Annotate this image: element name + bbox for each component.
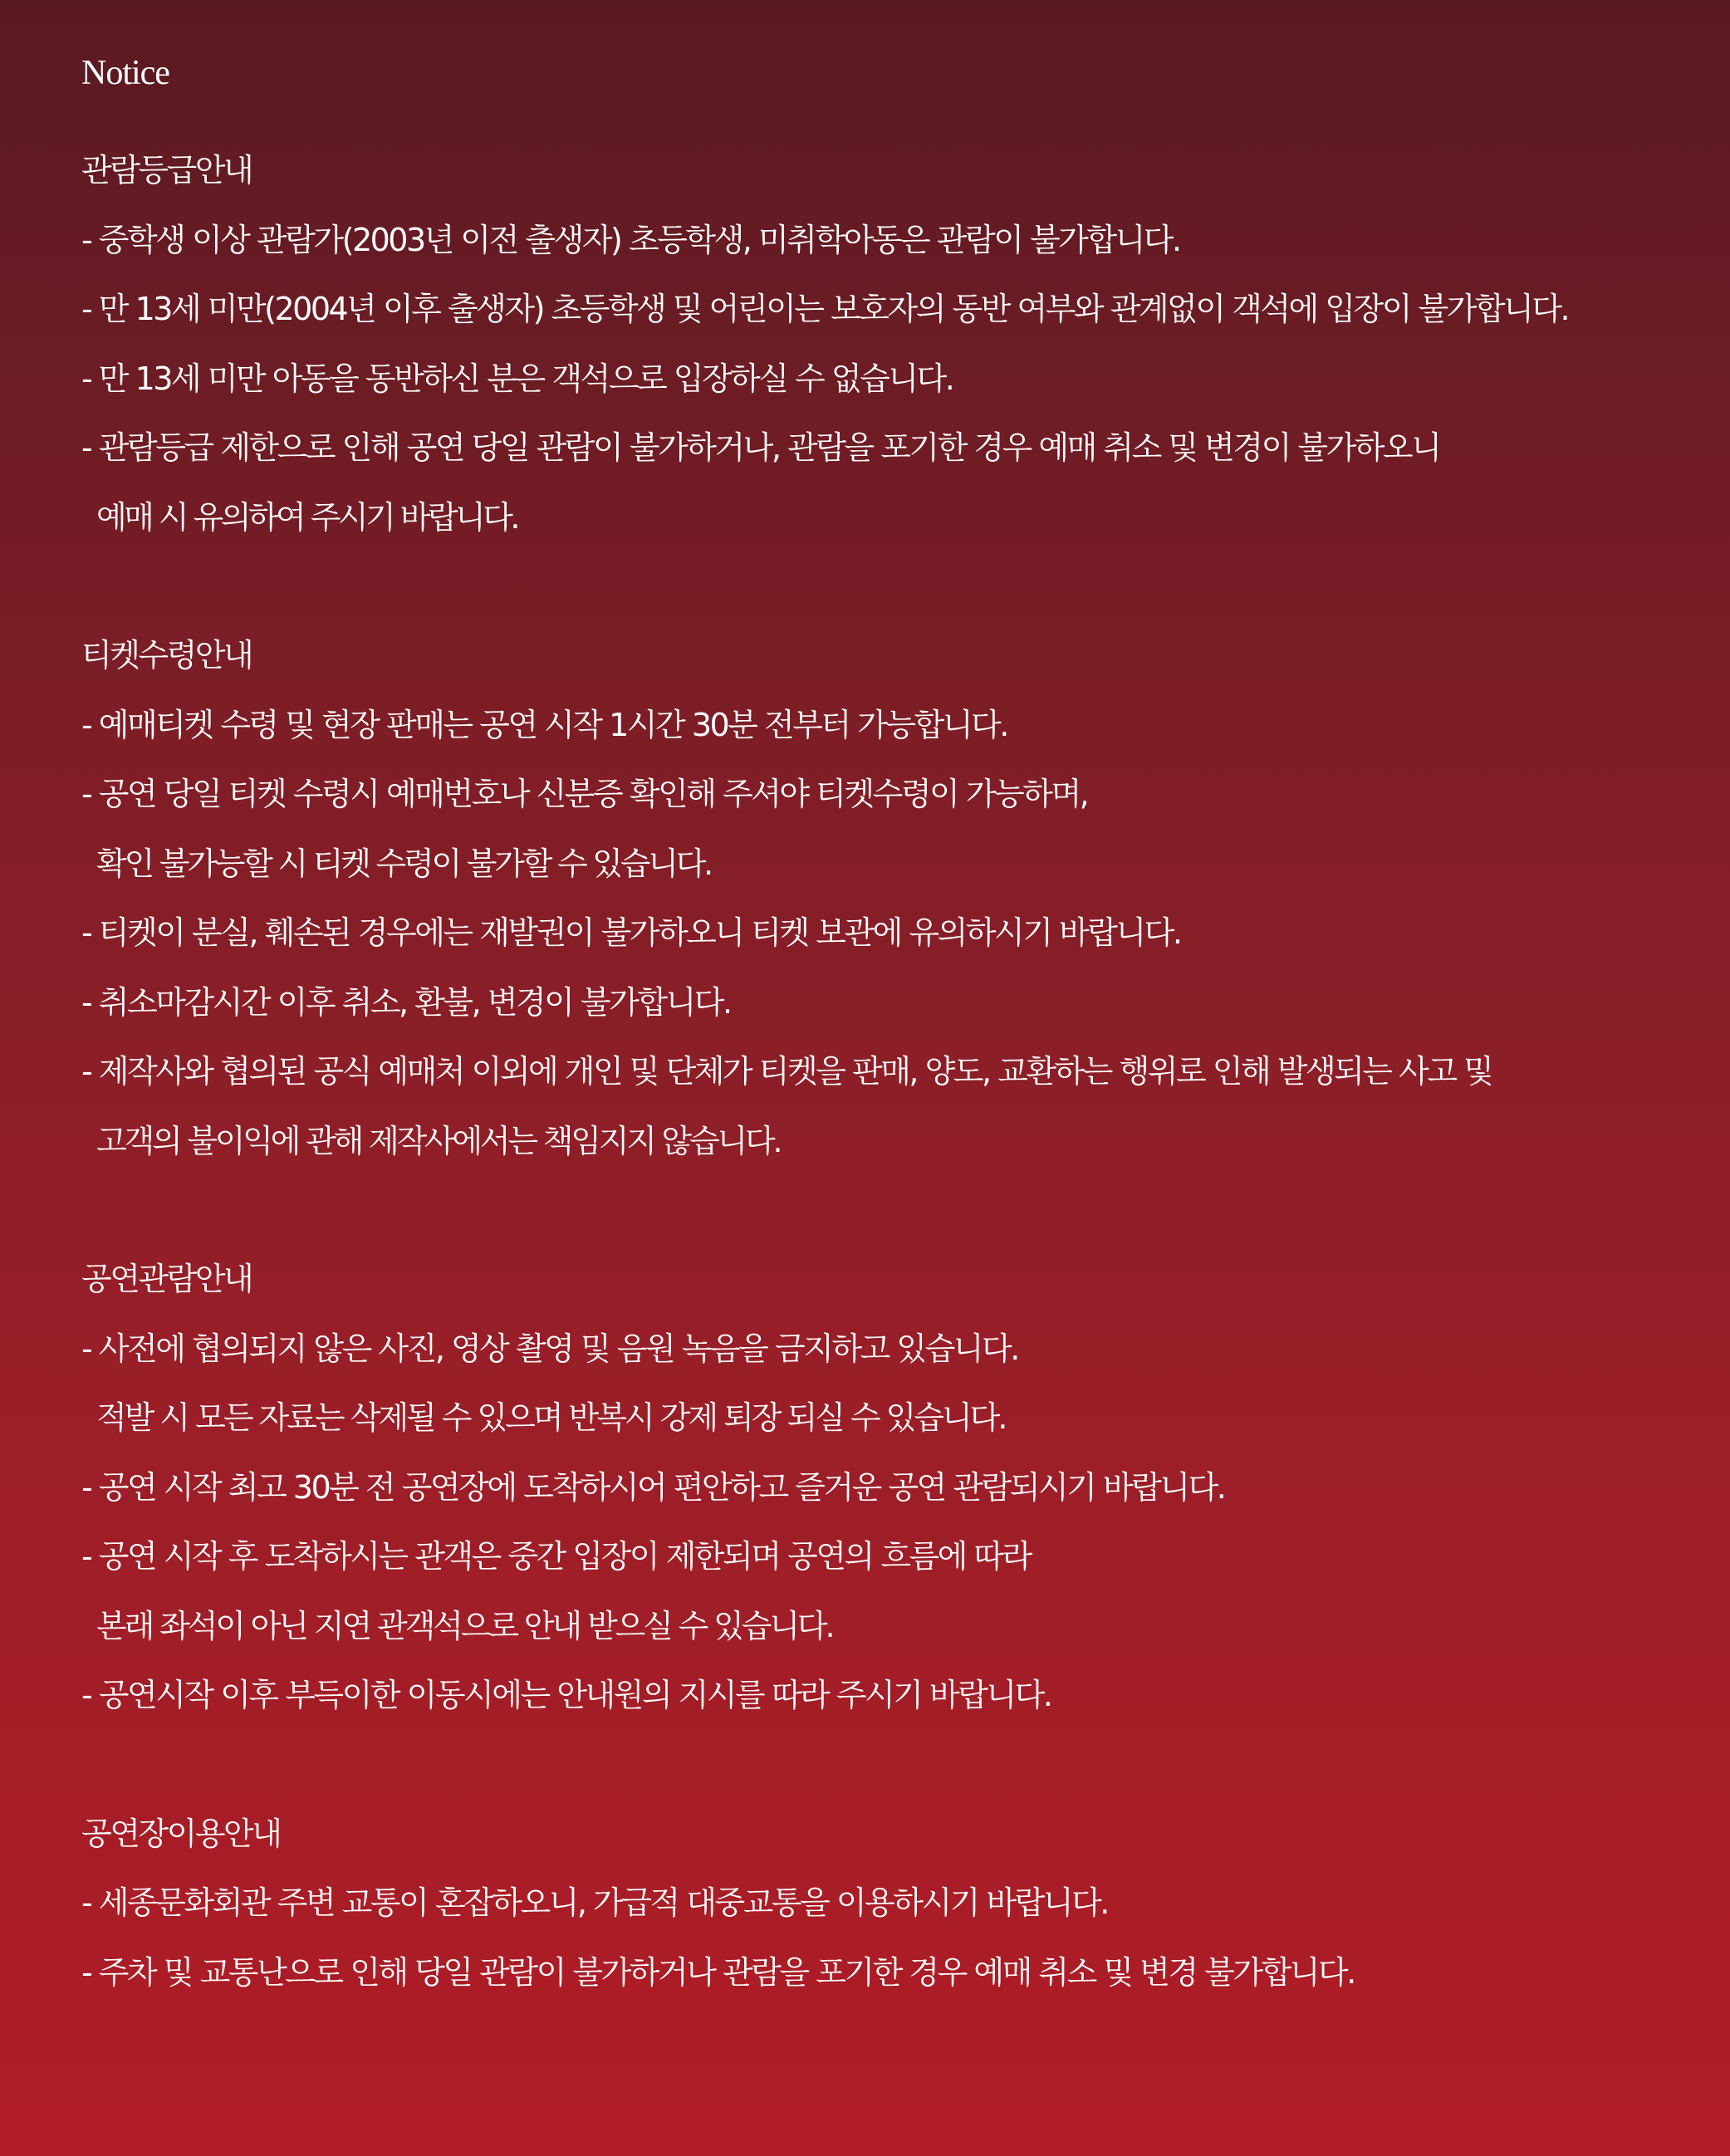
notice-line: - 관람등급 제한으로 인해 공연 당일 관람이 불가하거나, 관람을 포기한 경우 예매 취소 및 변경이 불가하오니 <box>81 429 1440 466</box>
section-ticket-pickup <box>81 621 1676 1176</box>
notice-line: - 사전에 협의되지 않은 사진, 영상 촬영 및 음원 녹음을 금지하고 있습니다. <box>81 1330 1018 1367</box>
notice-line-continued: 확인 불가능할 시 티켓 수령이 불가할 수 있습니다. <box>96 845 711 882</box>
section-performance-viewing <box>81 1245 1676 1731</box>
notice-line-continued: 예매 시 유의하여 주시기 바랍니다. <box>96 498 517 536</box>
notice-line: - 중학생 이상 관람가(2003년 이전 출생자) 초등학생, 미취학아동은 관람이 불가합니다. <box>81 221 1180 258</box>
notice-panel <box>81 48 1676 2007</box>
section-venue-usage <box>81 1800 1676 2008</box>
section-heading: 공연장이용안내 <box>81 1815 281 1852</box>
notice-line-continued: 본래 좌석이 아닌 지연 관객석으로 안내 받으실 수 있습니다. <box>96 1607 833 1644</box>
notice-line-continued: 적발 시 모든 자료는 삭제될 수 있으며 반복시 강제 퇴장 되실 수 있습니다. <box>96 1399 1006 1436</box>
notice-line: - 티켓이 분실, 훼손된 경우에는 재발권이 불가하오니 티켓 보관에 유의하시기 바랍니다. <box>81 914 1181 951</box>
notice-line: - 세종문화회관 주변 교통이 혼잡하오니, 가급적 대중교통을 이용하시기 바랍니다. <box>81 1884 1108 1921</box>
section-heading: 티켓수령안내 <box>81 637 252 674</box>
notice-line: - 공연 시작 후 도착하시는 관객은 중간 입장이 제한되며 공연의 흐름에 따라 <box>81 1538 1031 1575</box>
notice-line: - 주차 및 교통난으로 인해 당일 관람이 불가하거나 관람을 포기한 경우 예매 취소 및 변경 불가합니다. <box>81 1953 1355 1991</box>
notice-line: - 만 13세 미만(2004년 이후 출생자) 초등학생 및 어린이는 보호자의 동반 여부와 관계없이 객석에 입장이 불가합니다. <box>81 291 1569 327</box>
notice-line: - 취소마감시간 이후 취소, 환불, 변경이 불가합니다. <box>81 983 731 1021</box>
notice-line: - 공연 시작 최고 30분 전 공연장에 도착하시어 편안하고 즐거운 공연 관람되시기 바랍니다. <box>81 1468 1225 1506</box>
notice-line: - 공연시작 이후 부득이한 이동시에는 안내원의 지시를 따라 주시기 바랍니다. <box>81 1677 1051 1713</box>
notice-line: - 예매티켓 수령 및 현장 판매는 공연 시작 1시간 30분 전부터 가능합니다. <box>81 706 1007 743</box>
section-heading: 관람등급안내 <box>81 152 252 189</box>
notice-line-continued: 고객의 불이익에 관해 제작사에서는 책임지지 않습니다. <box>96 1122 781 1159</box>
notice-line: - 만 13세 미만 아동을 동반하신 분은 객석으로 입장하실 수 없습니다. <box>81 360 953 397</box>
page-title: Notice <box>81 54 169 92</box>
notice-line: - 제작사와 협의된 공식 예매처 이외에 개인 및 단체가 티켓을 판매, 양도, 교환하는 행위로 인해 발생되는 사고 및 <box>81 1053 1492 1090</box>
section-heading: 공연관람안내 <box>81 1261 252 1297</box>
section-viewing-rating <box>81 136 1676 552</box>
notice-line: - 공연 당일 티켓 수령시 예매번호나 신분증 확인해 주셔야 티켓수령이 가능하며, <box>81 776 1088 812</box>
